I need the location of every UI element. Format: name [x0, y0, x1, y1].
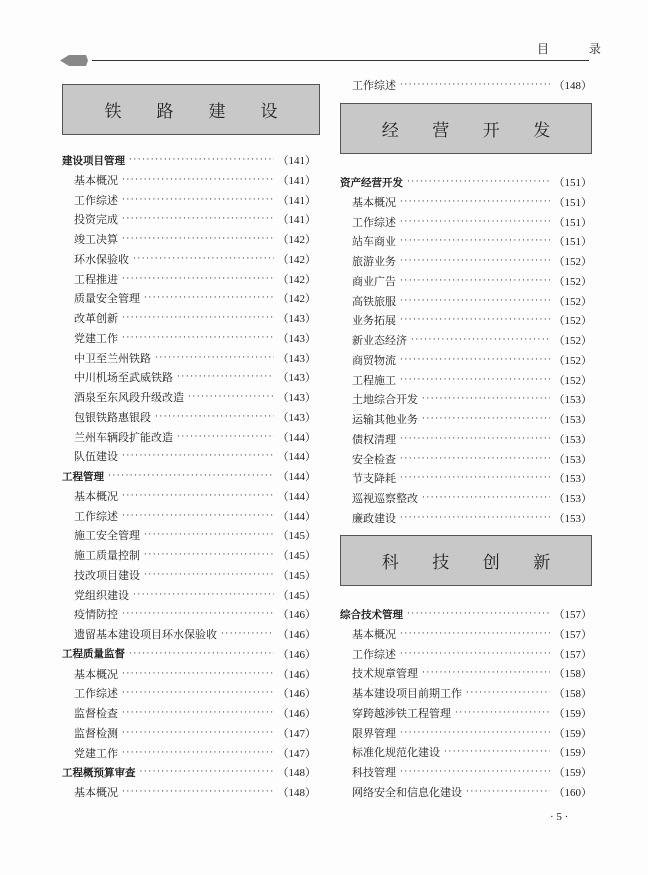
toc-entry-title: 商业广告: [352, 274, 396, 288]
toc-entry-title: 工作综述: [74, 687, 118, 701]
toc-entry-title: 网络安全和信息化建设: [352, 785, 462, 799]
toc-leader-dots: [400, 310, 550, 330]
toc-entry-title: 工作综述: [352, 79, 396, 92]
toc-entry[interactable]: [352, 389, 592, 409]
toc-entry[interactable]: [74, 545, 316, 565]
toc-entry[interactable]: [74, 604, 316, 624]
toc-entry[interactable]: [352, 663, 592, 683]
toc-entry-title: 兰州车辆段扩能改造: [74, 430, 173, 444]
toc-entry-page: （153）: [553, 473, 592, 486]
toc-entry-page: （160）: [553, 786, 592, 799]
toc-leader-dots: [400, 468, 550, 488]
toc-section-entry[interactable]: [62, 762, 316, 782]
toc-entry-title: 土地综合开发: [352, 393, 418, 407]
toc-leader-dots: [411, 330, 550, 350]
toc-entry[interactable]: [74, 348, 316, 368]
toc-leader-dots: [177, 367, 274, 387]
toc-entry-page: （159）: [553, 707, 592, 720]
toc-entry-title: 中川机场至武威铁路: [74, 371, 173, 385]
banner-char: 设: [260, 102, 278, 122]
toc-entry-title: 技改项目建设: [74, 568, 140, 582]
banner-char: 新: [533, 553, 551, 573]
toc-entry-title: 工程施工: [352, 373, 396, 387]
toc-entry-title: 工作综述: [352, 647, 396, 661]
toc-entry-title: 工程推进: [74, 272, 118, 286]
toc-entry[interactable]: [74, 249, 316, 269]
toc-leader-dots: [422, 663, 550, 683]
toc-entry[interactable]: [352, 192, 592, 212]
toc-leader-dots: [122, 703, 274, 723]
toc-entry-title: 新业态经济: [352, 334, 407, 347]
toc-leader-dots: [407, 604, 550, 624]
banner-business-development: [340, 103, 592, 154]
toc-entry-page: （141）: [277, 214, 316, 227]
toc-entry[interactable]: [74, 407, 316, 427]
toc-leader-dots: [400, 624, 550, 644]
toc-entry-page: （146）: [277, 668, 316, 681]
toc-entry[interactable]: [74, 703, 316, 723]
toc-leader-dots: [400, 370, 550, 390]
header-section-label: 目 录: [537, 42, 619, 56]
toc-entry-title: 党建工作: [74, 331, 118, 345]
toc-entry-page: （145）: [277, 530, 316, 543]
toc-leader-dots: [133, 249, 274, 269]
toc-entry[interactable]: [74, 525, 316, 545]
banner-char: 创: [482, 553, 500, 573]
toc-leader-dots: [400, 75, 550, 95]
toc-entry-page: （143）: [277, 352, 316, 365]
toc-entry[interactable]: [74, 190, 316, 210]
toc-entry-title: 运输其他业务: [352, 413, 418, 426]
toc-entry-page: （143）: [277, 411, 316, 424]
toc-entry[interactable]: [352, 291, 592, 311]
toc-entry-title: 基本概况: [74, 489, 118, 503]
toc-leader-dots: [455, 703, 550, 723]
toc-entry[interactable]: [74, 743, 316, 763]
toc-entry[interactable]: [352, 251, 592, 271]
toc-entry-title: 投资完成: [74, 213, 118, 227]
toc-entry-page: （151）: [553, 216, 592, 229]
toc-entry-page: （152）: [553, 295, 592, 308]
toc-leader-dots: [122, 190, 274, 210]
toc-leader-dots: [144, 525, 274, 545]
banner-char: 科: [381, 553, 399, 573]
toc-entry-page: （159）: [553, 767, 592, 779]
toc-entry[interactable]: [74, 585, 316, 605]
header-diamond-ornament: [60, 55, 88, 66]
toc-entry-title: 酒泉至东风段升级改造: [74, 391, 184, 404]
toc-leader-dots: [122, 604, 274, 624]
toc-entry-title: 科技管理: [352, 766, 396, 779]
banner-char: 建: [208, 102, 226, 122]
toc-entry[interactable]: [352, 370, 592, 390]
toc-entry[interactable]: [74, 624, 316, 644]
toc-leader-dots: [155, 407, 274, 427]
toc-entry-title: 穿跨越涉铁工程管理: [352, 706, 451, 720]
banner-char: 营: [432, 121, 450, 141]
toc-entry[interactable]: [74, 328, 316, 348]
toc-entry-title: 限界管理: [352, 726, 396, 740]
toc-leader-dots: [122, 723, 274, 743]
toc-entry-page: （143）: [277, 313, 316, 325]
toc-leader-dots: [444, 742, 550, 762]
toc-entry-page: （142）: [277, 293, 316, 306]
toc-leader-dots: [400, 762, 550, 782]
toc-entry[interactable]: [74, 506, 316, 526]
toc-leader-dots: [188, 387, 274, 407]
toc-entry-title: 质量安全管理: [74, 292, 140, 306]
toc-leader-dots: [400, 350, 550, 370]
toc-leader-dots: [108, 466, 274, 486]
banner-char: 经: [381, 121, 399, 141]
toc-section-entry[interactable]: [62, 150, 316, 170]
toc-leader-dots: [400, 251, 550, 271]
toc-entry-page: （151）: [553, 236, 592, 249]
toc-section-entry[interactable]: [62, 466, 316, 486]
toc-entry-title: 遗留基本建设项目环水保验收: [74, 628, 217, 641]
banner-technology-innovation: [340, 535, 592, 586]
page-number: · 5 ·: [550, 811, 569, 823]
toc-entry-page: （157）: [553, 648, 592, 661]
toc-entry-page: （141）: [277, 155, 316, 167]
toc-leader-dots: [122, 328, 274, 348]
toc-entry-page: （152）: [553, 256, 592, 268]
toc-entry-title: 包银铁路惠银段: [74, 410, 151, 424]
toc-leader-dots: [400, 508, 550, 528]
toc-entry[interactable]: [74, 288, 316, 308]
toc-leader-dots: [400, 192, 550, 212]
toc-entry-page: （143）: [277, 392, 316, 404]
toc-leader-dots: [122, 664, 274, 684]
toc-entry-page: （148）: [553, 80, 592, 92]
toc-entry[interactable]: [352, 212, 592, 232]
toc-entry[interactable]: [352, 742, 592, 762]
toc-leader-dots: [144, 565, 274, 585]
toc-entry-title: 施工质量控制: [74, 549, 140, 562]
toc-leader-dots: [122, 209, 274, 229]
toc-entry-title: 基本概况: [74, 173, 118, 187]
toc-leader-dots: [144, 288, 274, 308]
banner-char: 发: [533, 121, 551, 141]
toc-leader-dots: [400, 212, 550, 232]
toc-entry-title: 施工安全管理: [74, 529, 140, 543]
toc-entry-title: 环水保验收: [74, 252, 129, 266]
toc-entry-title: 资产经营开发: [340, 176, 403, 189]
toc-entry-page: （147）: [277, 727, 316, 740]
toc-leader-dots: [133, 585, 274, 605]
toc-entry-title: 工程概预算审查: [62, 766, 136, 779]
toc-entry-page: （144）: [277, 451, 316, 464]
banner-char: 路: [156, 102, 174, 122]
toc-entry-page: （142）: [277, 273, 316, 286]
toc-leader-dots: [122, 269, 274, 289]
toc-entry[interactable]: [352, 429, 592, 449]
toc-entry-page: （153）: [553, 512, 592, 525]
toc-entry-title: 高铁旅服: [352, 294, 396, 308]
toc-leader-dots: [400, 449, 550, 469]
toc-entry-page: （146）: [277, 708, 316, 720]
toc-entry-page: （142）: [277, 234, 316, 246]
toc-entry-title: 站车商业: [352, 235, 396, 249]
toc-leader-dots: [400, 723, 550, 743]
toc-entry-page: （152）: [553, 315, 592, 328]
toc-entry-page: （157）: [553, 609, 592, 621]
toc-entry[interactable]: [352, 468, 592, 488]
toc-entry-page: （143）: [277, 332, 316, 345]
toc-leader-dots: [466, 683, 550, 703]
toc-entry[interactable]: [74, 387, 316, 407]
toc-entry[interactable]: [74, 427, 316, 447]
toc-entry-page: （146）: [277, 629, 316, 641]
toc-entry-title: 工作综述: [74, 509, 118, 523]
toc-leader-dots: [122, 743, 274, 763]
toc-entry-page: （146）: [277, 688, 316, 701]
toc-entry[interactable]: [352, 683, 592, 703]
toc-entry[interactable]: [352, 488, 592, 508]
toc-entry-title: 基本概况: [74, 667, 118, 681]
toc-entry[interactable]: [74, 367, 316, 387]
toc-entry-page: （144）: [277, 510, 316, 523]
toc-entry[interactable]: [352, 330, 592, 350]
toc-entry-title: 工作综述: [352, 215, 396, 229]
toc-section-entry[interactable]: [62, 644, 316, 664]
toc-entry-page: （146）: [277, 609, 316, 622]
toc-entry[interactable]: [352, 703, 592, 723]
toc-entry-page: （152）: [553, 354, 592, 367]
toc-entry-page: （141）: [277, 194, 316, 207]
toc-entry-title: 巡视巡察整改: [352, 492, 418, 505]
toc-leader-dots: [122, 782, 274, 802]
toc-entry-title: 监督检查: [74, 707, 118, 720]
toc-entry-title: 基本概况: [352, 627, 396, 641]
toc-leader-dots: [122, 229, 274, 249]
toc-entry[interactable]: [352, 231, 592, 251]
toc-leader-dots: [400, 429, 550, 449]
toc-entry[interactable]: [352, 271, 592, 291]
toc-entry-page: （144）: [277, 471, 316, 483]
toc-entry[interactable]: [74, 683, 316, 703]
toc-entry[interactable]: [352, 409, 592, 429]
toc-entry[interactable]: [352, 644, 592, 664]
toc-leader-dots: [144, 545, 274, 565]
toc-leader-dots: [466, 782, 550, 802]
toc-section-entry[interactable]: [340, 604, 592, 624]
toc-entry-title: 综合技术管理: [340, 608, 403, 621]
toc-entry[interactable]: [74, 782, 316, 802]
toc-leader-dots: [129, 644, 274, 664]
toc-entry-page: （145）: [277, 550, 316, 562]
toc-entry-title: 节支降耗: [352, 472, 396, 486]
toc-entry-page: （148）: [277, 767, 316, 780]
toc-entry-title: 基本建设项目前期工作: [352, 687, 462, 700]
toc-entry-title: 工作综述: [74, 193, 118, 207]
toc-entry[interactable]: [74, 723, 316, 743]
toc-entry-page: （144）: [277, 431, 316, 444]
toc-leader-dots: [422, 389, 550, 409]
toc-entry-page: （152）: [553, 335, 592, 347]
toc-leader-dots: [122, 683, 274, 703]
toc-entry-title: 商贸物流: [352, 353, 396, 367]
toc-entry-page: （151）: [553, 177, 592, 189]
toc-entry-title: 债权清理: [352, 432, 396, 446]
toc-entry-page: （153）: [553, 394, 592, 407]
toc-section-entry[interactable]: [340, 172, 592, 192]
toc-entry[interactable]: [352, 75, 592, 95]
toc-entry-title: 疫情防控: [74, 608, 118, 622]
toc-leader-dots: [122, 170, 274, 190]
toc-entry-page: （152）: [553, 374, 592, 387]
toc-leader-dots: [155, 348, 274, 368]
toc-leader-dots: [140, 762, 274, 782]
toc-entry-title: 廉政建设: [352, 511, 396, 525]
toc-entry-title: 业务拓展: [352, 314, 396, 328]
banner-char: 铁: [104, 102, 122, 122]
toc-entry[interactable]: [352, 508, 592, 528]
toc-leader-dots: [422, 409, 550, 429]
toc-entry-title: 监督检测: [74, 726, 118, 740]
toc-entry-page: （153）: [553, 493, 592, 505]
toc-entry-page: （146）: [277, 648, 316, 661]
toc-entry[interactable]: [74, 446, 316, 466]
toc-leader-dots: [221, 624, 274, 644]
toc-entry-title: 基本概况: [352, 195, 396, 209]
toc-entry[interactable]: [352, 782, 592, 802]
toc-entry-page: （145）: [277, 589, 316, 602]
toc-entry-title: 技术规章管理: [352, 667, 418, 681]
toc-entry[interactable]: [352, 723, 592, 743]
toc-entry-title: 建设项目管理: [62, 154, 125, 167]
toc-leader-dots: [122, 308, 274, 328]
toc-entry[interactable]: [74, 229, 316, 249]
toc-entry-page: （141）: [277, 174, 316, 187]
toc-leader-dots: [122, 446, 274, 466]
toc-leader-dots: [122, 506, 274, 526]
toc-leader-dots: [400, 291, 550, 311]
toc-entry-page: （151）: [553, 196, 592, 209]
banner-char: 开: [482, 121, 500, 141]
toc-entry-page: （153）: [553, 453, 592, 466]
toc-entry-page: （152）: [553, 275, 592, 288]
toc-entry-title: 安全检查: [352, 452, 396, 466]
toc-entry-page: （142）: [277, 253, 316, 266]
toc-entry-page: （145）: [277, 569, 316, 582]
toc-entry[interactable]: [352, 350, 592, 370]
toc-entry-page: （158）: [553, 688, 592, 700]
toc-leader-dots: [400, 271, 550, 291]
toc-entry[interactable]: [352, 762, 592, 782]
toc-entry[interactable]: [74, 664, 316, 684]
banner-char: 技: [432, 553, 450, 573]
toc-entry-page: （143）: [277, 372, 316, 385]
toc-entry-title: 工程质量监督: [62, 648, 125, 661]
toc-entry-title: 队伍建设: [74, 450, 118, 464]
banner-railway-construction: [62, 84, 320, 135]
toc-entry-title: 旅游业务: [352, 255, 396, 268]
toc-entry-page: （153）: [553, 414, 592, 426]
toc-leader-dots: [122, 486, 274, 506]
toc-entry-page: （153）: [553, 433, 592, 446]
toc-entry[interactable]: [74, 209, 316, 229]
toc-entry-page: （144）: [277, 490, 316, 503]
header-rule: [92, 60, 589, 61]
toc-entry-title: 竣工决算: [74, 233, 118, 246]
toc-leader-dots: [407, 172, 550, 192]
toc-entry-page: （148）: [277, 787, 316, 799]
toc-entry-title: 基本概况: [74, 786, 118, 799]
toc-leader-dots: [400, 231, 550, 251]
toc-entry[interactable]: [352, 449, 592, 469]
toc-entry[interactable]: [74, 565, 316, 585]
toc-entry[interactable]: [352, 310, 592, 330]
toc-entry-title: 标准化规范化建设: [352, 746, 440, 760]
toc-entry[interactable]: [352, 624, 592, 644]
toc-entry-page: （157）: [553, 628, 592, 641]
toc-entry-page: （147）: [277, 747, 316, 760]
toc-leader-dots: [177, 427, 274, 447]
toc-entry-page: （159）: [553, 727, 592, 740]
toc-leader-dots: [129, 150, 274, 170]
toc-entry-page: （158）: [553, 668, 592, 681]
toc-entry-title: 改革创新: [74, 312, 118, 325]
toc-entry-title: 工程管理: [62, 470, 104, 483]
toc-entry[interactable]: [74, 308, 316, 328]
toc-entry-title: 党组织建设: [74, 588, 129, 602]
toc-entry-page: （159）: [553, 747, 592, 760]
toc-leader-dots: [400, 644, 550, 664]
toc-entry[interactable]: [74, 170, 316, 190]
toc-entry[interactable]: [74, 486, 316, 506]
toc-leader-dots: [422, 488, 550, 508]
toc-entry-title: 党建工作: [74, 746, 118, 760]
toc-entry-title: 中卫至兰州铁路: [74, 351, 151, 365]
toc-entry[interactable]: [74, 269, 316, 289]
